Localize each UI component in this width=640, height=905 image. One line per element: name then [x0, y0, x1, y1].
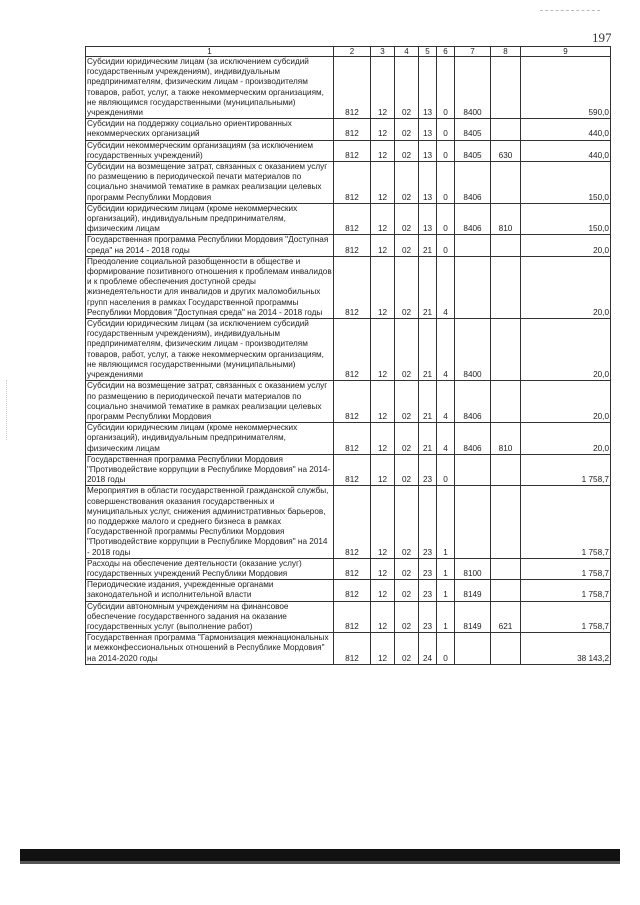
article-cell: [455, 454, 491, 486]
program-cell: 21: [419, 256, 437, 318]
amount-cell: 1 758,7: [521, 558, 611, 579]
table-header-row: [86, 47, 611, 57]
code-cell: 812: [334, 203, 371, 235]
subsection-cell: 02: [395, 319, 419, 381]
code-cell: 812: [334, 235, 371, 256]
article-cell: 8400: [455, 319, 491, 381]
program-cell: 23: [419, 601, 437, 633]
article-cell: 8406: [455, 162, 491, 204]
section-cell: 12: [371, 601, 395, 633]
subsection-cell: 02: [395, 558, 419, 579]
subprogram-cell: 4: [437, 381, 455, 423]
expense-type-cell: 810: [491, 203, 521, 235]
amount-cell: 20,0: [521, 381, 611, 423]
program-cell: 13: [419, 140, 437, 161]
code-cell: 812: [334, 57, 371, 119]
section-cell: 12: [371, 162, 395, 204]
article-cell: 8405: [455, 119, 491, 140]
item-name-cell: Государственная программа Республики Мордовия "Противодействие коррупции в Республике Мордовия" на 2014-2018 годы: [86, 454, 334, 486]
item-name-cell: Субсидии на возмещение затрат, связанных с оказанием услуг по размещению в периодической печати материалов по социально значимой тематике в рамках реализации целевых программ Республики Мордовия: [86, 381, 334, 423]
subprogram-cell: 0: [437, 140, 455, 161]
code-cell: 812: [334, 601, 371, 633]
item-name-cell: Периодические издания, учрежденные органами законодательной и исполнительной власти: [86, 580, 334, 601]
program-cell: 21: [419, 319, 437, 381]
section-cell: 12: [371, 558, 395, 579]
article-cell: 8406: [455, 203, 491, 235]
subsection-cell: 02: [395, 454, 419, 486]
expense-type-cell: [491, 162, 521, 204]
subprogram-cell: 1: [437, 486, 455, 558]
item-name-cell: Государственная программа Республики Мордовия "Доступная среда" на 2014 - 2018 годы: [86, 235, 334, 256]
header-cell: 5: [419, 47, 437, 57]
expense-type-cell: [491, 256, 521, 318]
article-cell: 8149: [455, 601, 491, 633]
table-row: [86, 57, 611, 119]
amount-cell: 1 758,7: [521, 486, 611, 558]
expense-type-cell: [491, 57, 521, 119]
table-row: [86, 256, 611, 318]
article-cell: [455, 633, 491, 665]
program-cell: 23: [419, 580, 437, 601]
table-row: [86, 319, 611, 381]
article-cell: 8406: [455, 381, 491, 423]
section-cell: 12: [371, 454, 395, 486]
article-cell: 8149: [455, 580, 491, 601]
table-row: [86, 119, 611, 140]
subsection-cell: 02: [395, 580, 419, 601]
program-cell: 13: [419, 162, 437, 204]
expense-type-cell: [491, 558, 521, 579]
table-row: [86, 454, 611, 486]
subsection-cell: 02: [395, 381, 419, 423]
subsection-cell: 02: [395, 423, 419, 455]
program-cell: 24: [419, 633, 437, 665]
section-cell: 12: [371, 423, 395, 455]
item-name-cell: Субсидии некоммерческим организациям (за исключением государственных учреждений): [86, 140, 334, 161]
article-cell: 8406: [455, 423, 491, 455]
section-cell: 12: [371, 381, 395, 423]
expense-type-cell: [491, 486, 521, 558]
header-cell: 3: [371, 47, 395, 57]
page-number: 197: [592, 30, 612, 45]
amount-cell: 38 143,2: [521, 633, 611, 665]
section-cell: 12: [371, 256, 395, 318]
subprogram-cell: 0: [437, 203, 455, 235]
subprogram-cell: 4: [437, 423, 455, 455]
subsection-cell: 02: [395, 140, 419, 161]
table-row: [86, 601, 611, 633]
program-cell: 13: [419, 203, 437, 235]
section-cell: 12: [371, 486, 395, 558]
section-cell: 12: [371, 319, 395, 381]
code-cell: 812: [334, 454, 371, 486]
article-cell: [455, 256, 491, 318]
expense-type-cell: [491, 235, 521, 256]
subprogram-cell: 1: [437, 601, 455, 633]
article-cell: 8405: [455, 140, 491, 161]
subprogram-cell: 1: [437, 580, 455, 601]
program-cell: 23: [419, 486, 437, 558]
item-name-cell: Субсидии автономным учреждениям на финансовое обеспечение государственного задания на оказание государственных услуг (выполнение работ): [86, 601, 334, 633]
item-name-cell: Субсидии на возмещение затрат, связанных с оказанием услуг по размещению в периодической печати материалов по социально значимой тематике в рамках реализации целевых программ Республики Мордовия: [86, 162, 334, 204]
code-cell: 812: [334, 140, 371, 161]
amount-cell: 440,0: [521, 119, 611, 140]
amount-cell: 1 758,7: [521, 580, 611, 601]
amount-cell: 590,0: [521, 57, 611, 119]
table-row: [86, 381, 611, 423]
table-row: [86, 633, 611, 665]
table-row: [86, 558, 611, 579]
margin-artifact: [6, 380, 21, 440]
subsection-cell: 02: [395, 633, 419, 665]
program-cell: 13: [419, 57, 437, 119]
item-name-cell: Расходы на обеспечение деятельности (оказание услуг) государственных учреждений Республики Мордовия: [86, 558, 334, 579]
code-cell: 812: [334, 423, 371, 455]
expense-type-cell: [491, 633, 521, 665]
section-cell: 12: [371, 140, 395, 161]
item-name-cell: Субсидии юридическим лицам (за исключением субсидий государственным учреждениям), индивидуальным предпринимателям, физическим лицам - производителям товаров, работ, услуг, а также некоммерческим организациям, не являющимся государственными (муниципальными) учреждениями: [86, 319, 334, 381]
item-name-cell: Субсидии на поддержку социально ориентированных некоммерческих организаций: [86, 119, 334, 140]
section-cell: 12: [371, 580, 395, 601]
expense-type-cell: [491, 580, 521, 601]
item-name-cell: Мероприятия в области государственной гражданской службы, совершенствования оказания государственных и муниципальных услуг, снижения административных барьеров, по поддержке малого и среднего бизнеса в рамках Государственной программы Республики Мордовия "Противодействие коррупции в Республике Мордовия" на 2014 - 2018 годы: [86, 486, 334, 558]
budget-table: [85, 46, 611, 665]
program-cell: 23: [419, 558, 437, 579]
header-cell: 6: [437, 47, 455, 57]
article-cell: [455, 235, 491, 256]
subsection-cell: 02: [395, 203, 419, 235]
code-cell: 812: [334, 558, 371, 579]
table-row: [86, 162, 611, 204]
section-cell: 12: [371, 119, 395, 140]
code-cell: 812: [334, 633, 371, 665]
subprogram-cell: 0: [437, 454, 455, 486]
scan-bottom-edge: [20, 861, 620, 864]
amount-cell: 1 758,7: [521, 601, 611, 633]
header-cell: 1: [86, 47, 334, 57]
header-cell: 9: [521, 47, 611, 57]
code-cell: 812: [334, 580, 371, 601]
scan-bottom-bar: [20, 849, 620, 861]
table-row: [86, 203, 611, 235]
subsection-cell: 02: [395, 486, 419, 558]
expense-type-cell: [491, 454, 521, 486]
program-cell: 21: [419, 423, 437, 455]
code-cell: 812: [334, 162, 371, 204]
subsection-cell: 02: [395, 601, 419, 633]
expense-type-cell: 630: [491, 140, 521, 161]
expense-type-cell: [491, 319, 521, 381]
amount-cell: 20,0: [521, 256, 611, 318]
table-row: [86, 423, 611, 455]
subprogram-cell: 1: [437, 558, 455, 579]
subsection-cell: 02: [395, 57, 419, 119]
item-name-cell: Преодоление социальной разобщенности в обществе и формирование позитивного отношения к проблемам инвалидов и к проблеме обеспечения доступной среды жизнедеятельности для инвалидов и других маломобильных групп населения в рамках Государственной программы Республики Мордовия "Доступная среда" на 2014 - 2018 годы: [87, 256, 332, 317]
article-cell: 8400: [455, 57, 491, 119]
section-cell: 12: [371, 203, 395, 235]
subprogram-cell: 0: [437, 162, 455, 204]
scan-artifact: [540, 10, 600, 12]
amount-cell: 20,0: [521, 235, 611, 256]
subprogram-cell: 0: [437, 633, 455, 665]
subprogram-cell: 4: [437, 319, 455, 381]
code-cell: 812: [334, 256, 371, 318]
item-name-cell: Субсидии юридическим лицам (кроме некоммерческих организаций), индивидуальным предпринимателям, физическим лицам: [86, 423, 334, 455]
subprogram-cell: 4: [437, 256, 455, 318]
article-cell: [455, 486, 491, 558]
expense-type-cell: 621: [491, 601, 521, 633]
article-cell: 8100: [455, 558, 491, 579]
amount-cell: 150,0: [521, 162, 611, 204]
table-row: [86, 486, 611, 558]
header-cell: 2: [334, 47, 371, 57]
amount-cell: 20,0: [521, 319, 611, 381]
subprogram-cell: 0: [437, 235, 455, 256]
expense-type-cell: [491, 381, 521, 423]
code-cell: 812: [334, 119, 371, 140]
amount-cell: 20,0: [521, 423, 611, 455]
table-row: [86, 140, 611, 161]
program-cell: 13: [419, 119, 437, 140]
header-cell: 4: [395, 47, 419, 57]
section-cell: 12: [371, 57, 395, 119]
amount-cell: 1 758,7: [521, 454, 611, 486]
program-cell: 21: [419, 235, 437, 256]
subprogram-cell: 0: [437, 119, 455, 140]
amount-cell: 440,0: [521, 140, 611, 161]
table-body: [86, 47, 611, 665]
code-cell: 812: [334, 319, 371, 381]
table-row: [86, 580, 611, 601]
subsection-cell: 02: [395, 119, 419, 140]
program-cell: 21: [419, 381, 437, 423]
program-cell: 23: [419, 454, 437, 486]
header-cell: 8: [491, 47, 521, 57]
subsection-cell: 02: [395, 235, 419, 256]
section-cell: 12: [371, 235, 395, 256]
header-cell: 7: [455, 47, 491, 57]
code-cell: 812: [334, 381, 371, 423]
expense-type-cell: [491, 119, 521, 140]
amount-cell: 150,0: [521, 203, 611, 235]
subsection-cell: 02: [395, 256, 419, 318]
item-name-cell: Субсидии юридическим лицам (кроме некоммерческих организаций), индивидуальным предпринимателям, физическим лицам: [86, 203, 334, 235]
expense-type-cell: 810: [491, 423, 521, 455]
section-cell: 12: [371, 633, 395, 665]
item-name-cell: Субсидии юридическим лицам (за исключением субсидий государственным учреждениям), индивидуальным предпринимателям, физическим лицам - производителям товаров, работ, услуг, а также некоммерческим организациям, не являющимся государственными (муниципальными) учреждениями: [86, 57, 334, 119]
code-cell: 812: [334, 486, 371, 558]
item-name-cell: Государственная программа "Гармонизация межнациональных и межконфессиональных отношений в Республике Мордовия" на 2014-2020 годы: [86, 633, 334, 665]
subsection-cell: 02: [395, 162, 419, 204]
table-row: [86, 235, 611, 256]
subprogram-cell: 0: [437, 57, 455, 119]
